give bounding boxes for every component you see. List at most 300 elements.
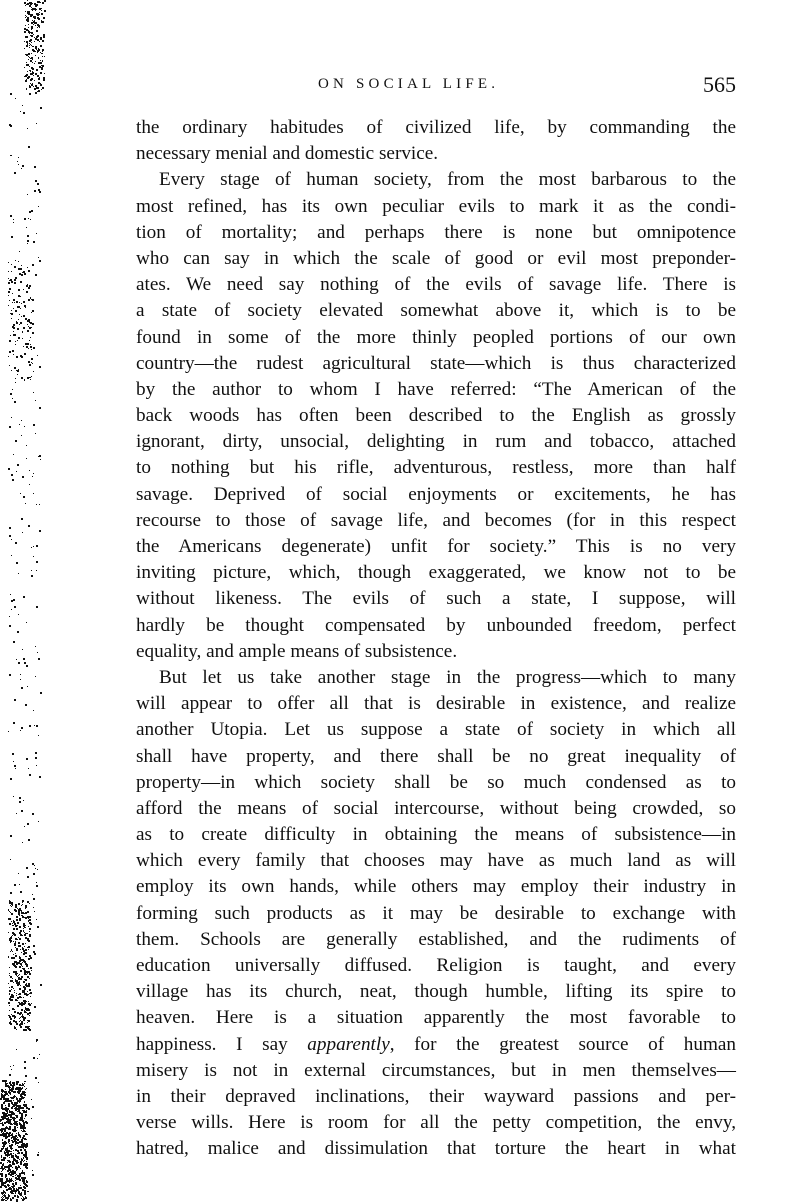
scan-speck [22,165,24,167]
scan-speck [34,3,35,4]
scan-speck [11,1155,12,1156]
scan-speck [22,338,23,339]
scan-speck [14,909,16,911]
scan-speck [17,340,18,341]
scan-speck [30,32,31,33]
scan-speck [23,1110,25,1112]
scan-speck [21,435,22,436]
scan-speck [29,774,31,776]
scan-speck [23,1198,25,1200]
scan-speck [20,322,22,324]
scan-speck [17,997,19,999]
scan-speck [28,76,30,78]
scan-speck [20,978,22,980]
text-line-with-italic [136,1032,736,1058]
scan-speck [8,983,9,984]
scan-speck [22,1170,23,1171]
scan-speck [32,813,34,815]
scan-speck [8,1117,9,1118]
scan-speck [26,1012,27,1013]
scan-speck [25,75,27,77]
scan-speck [22,649,23,650]
scan-speck [37,39,39,41]
scan-speck [31,970,32,971]
scan-speck [8,295,9,296]
scan-speck [14,367,16,369]
scan-speck [13,454,14,455]
scan-speck [40,72,42,74]
paragraph-first-line: Every stage of human society, from the most barbarous to the [159,169,736,191]
text-line: hatred, malice and dissimulation that torture the heart in what [136,1138,736,1160]
scan-speck [16,919,18,921]
scan-speck [29,1004,31,1006]
scan-speck [27,324,28,325]
scan-speck [21,1093,22,1094]
scan-speck [17,631,19,633]
text-line: to nothing but his rifle, adventurous, restless, more than half [136,457,736,479]
scan-speck [28,30,29,31]
scan-speck [8,1180,10,1182]
scan-speck [11,313,13,315]
scan-speck [17,1099,18,1100]
scan-speck [25,1089,26,1090]
scan-speck [19,1135,21,1137]
scan-speck [22,105,23,106]
scan-speck [19,424,20,425]
scan-speck [26,952,27,953]
scan-speck [22,1179,24,1181]
scan-speck [24,1023,25,1024]
scan-speck [10,1116,12,1118]
scan-speck [4,1094,6,1096]
scan-speck [11,370,12,371]
scan-speck [14,1016,16,1018]
scan-speck [28,768,29,769]
scan-speck [18,903,20,905]
scan-speck [5,1177,6,1178]
scan-speck [9,1172,10,1173]
scan-speck [8,1095,9,1096]
scan-speck [36,725,38,727]
scan-speck [31,26,33,28]
scan-speck [32,59,33,60]
scan-speck [24,987,25,988]
scan-speck [17,1000,18,1001]
text-line: as to create difficulty in obtaining the means of subsistence—in [136,824,736,846]
scan-speck [26,88,27,89]
scan-speck [17,464,19,466]
scan-speck [32,310,34,312]
scan-speck [9,1015,10,1016]
scan-speck [25,1133,27,1135]
scan-speck [11,1102,13,1104]
scan-speck [13,941,14,942]
scan-speck [13,327,15,329]
scan-speck [40,459,41,460]
scan-speck [19,938,21,940]
scan-speck [31,547,32,548]
scan-speck [25,927,26,928]
scan-speck [36,561,38,563]
scan-speck [15,1102,17,1104]
scan-speck [1,1171,2,1172]
scan-speck [21,905,22,906]
scan-speck [29,725,31,727]
scan-speck [26,1163,28,1165]
scan-speck [17,973,18,974]
scan-speck [20,959,22,961]
scan-speck [8,1002,10,1004]
scan-speck [5,1169,6,1170]
scan-speck [29,93,31,95]
scan-speck [39,504,40,505]
scan-speck [17,1121,18,1122]
scan-speck [11,310,12,311]
scan-speck [9,923,11,925]
scan-speck [39,260,41,262]
scan-speck [13,997,14,998]
scan-speck [19,1123,20,1124]
scan-speck [21,265,22,266]
text-line: misery is not in external circumstances, but in men themselves— [136,1059,736,1081]
scan-speck [4,1092,5,1093]
scan-speck [25,25,26,26]
scan-speck [21,910,22,911]
scan-speck [21,355,22,356]
scan-speck [16,1142,17,1143]
scan-speck [26,758,28,760]
scan-speck [23,1017,25,1019]
scan-speck [30,344,31,345]
scan-speck [34,166,36,168]
scan-speck [29,946,30,947]
scan-speck [7,1184,9,1186]
scan-speck [24,353,26,355]
scan-speck [1,1128,2,1129]
scan-speck [7,1160,8,1161]
scan-speck [24,380,25,381]
scan-speck [27,235,29,237]
scan-speck [34,37,35,38]
scan-speck [18,662,20,664]
scan-binding-shadow [0,0,44,1200]
scan-speck [15,1166,17,1168]
scan-speck [37,17,39,19]
scan-speck [9,967,10,968]
scan-speck [25,1094,26,1095]
scan-speck [26,1154,27,1155]
scan-speck [36,765,37,766]
scan-speck [27,330,29,332]
scan-speck [34,1006,36,1008]
scan-speck [37,1058,38,1059]
scan-speck [29,1012,31,1014]
scan-speck [28,24,29,25]
scan-speck [8,271,9,272]
scan-speck [23,1135,25,1137]
scan-speck [24,31,26,33]
scan-speck [3,1096,4,1097]
scan-speck [34,88,36,90]
scan-speck [9,1100,11,1102]
page-number: 565 [703,72,736,97]
scan-speck [19,918,21,920]
scan-speck [22,1159,23,1160]
scan-speck [15,955,17,957]
scan-speck [25,949,27,951]
scan-speck [12,905,13,906]
scan-speck [11,155,12,156]
scan-speck [29,484,30,485]
scan-speck [24,950,25,951]
scan-speck [26,956,27,957]
scan-speck [23,112,25,114]
scan-speck [9,340,11,342]
scan-speck [29,973,31,975]
scan-speck [26,62,27,63]
scan-speck [33,898,35,900]
scan-speck [30,377,31,378]
scan-speck [12,963,14,965]
scan-speck [29,928,31,930]
scan-speck [34,17,36,19]
scan-speck [29,327,31,329]
scan-speck [36,1041,37,1042]
scan-speck [6,1200,7,1201]
scan-speck [43,66,44,67]
scan-speck [34,22,36,24]
scan-speck [38,90,40,92]
scan-speck [27,964,28,965]
scan-speck [23,1158,24,1159]
scan-speck [28,287,30,289]
scan-speck [36,606,38,608]
scan-speck [4,1182,5,1183]
scan-speck [32,1174,34,1176]
scan-speck [38,206,39,207]
scan-speck [14,699,16,701]
scan-speck [11,281,13,283]
scan-speck [33,241,35,243]
scan-speck [30,86,31,87]
scan-speck [21,316,22,317]
paragraph-first-line: But let us take another stage in the progress—which to many [159,666,736,688]
scan-speck [21,965,22,966]
scan-speck [31,84,33,86]
scan-speck [27,1134,28,1135]
scan-speck [6,1084,7,1085]
scan-speck [39,14,40,15]
scan-speck [40,38,41,39]
scan-speck [18,1092,20,1094]
scan-speck [9,1182,10,1183]
scan-speck [13,1164,14,1165]
scan-speck [13,599,15,601]
scan-speck [28,985,30,987]
scan-speck [18,937,19,938]
scan-speck [35,61,36,62]
scan-speck [24,826,25,827]
scan-speck [9,993,10,994]
scan-speck [37,1154,39,1156]
scan-speck [38,735,39,736]
scan-speck [32,83,33,84]
scan-speck [32,68,34,70]
scan-speck [19,1021,20,1022]
scan-speck [27,0,28,1]
scan-speck [11,1178,12,1179]
scan-speck [20,281,22,283]
scan-speck [11,902,13,904]
scan-speck [22,842,23,843]
scan-speck [21,1085,22,1086]
scan-speck [29,70,30,71]
scan-speck [39,366,41,368]
scan-speck [18,337,20,339]
scan-speck [19,926,21,928]
scan-speck [26,984,27,985]
scan-speck [32,1106,34,1108]
scan-speck [12,1180,13,1181]
scan-speck [9,527,11,529]
scan-speck [24,1104,25,1105]
scan-speck [34,865,35,866]
scan-speck [31,1099,32,1100]
scan-speck [23,1019,25,1021]
text-line: by the author to whom I have referred: “The American of the [136,378,736,400]
scan-speck [12,302,13,303]
scan-speck [35,73,37,75]
scan-speck [13,1193,14,1194]
scan-speck [29,919,31,921]
scan-speck [31,29,32,30]
scan-speck [22,904,23,905]
scan-speck [12,1167,13,1168]
scan-speck [15,941,16,942]
scan-speck [36,233,37,234]
scan-speck [25,1121,27,1123]
scan-speck [14,606,16,608]
scan-speck [11,539,12,540]
scan-speck [5,1192,6,1193]
scan-speck [11,977,12,978]
text-line: a state of society elevated somewhat above it, which is to be [136,300,736,322]
scan-speck [10,93,12,95]
scan-speck [17,1189,19,1191]
scan-speck [17,908,18,909]
scan-speck [26,285,28,287]
scan-speck [38,257,39,258]
scan-speck [32,476,33,477]
scan-speck [29,922,31,924]
scan-speck [27,973,28,974]
running-title: ON SOCIAL LIFE. [318,76,500,92]
scan-speck [21,1193,22,1194]
scan-speck [25,1114,27,1116]
scan-speck [9,911,10,912]
scan-speck [12,398,13,399]
scan-speck [28,839,30,841]
scan-speck [19,273,21,275]
scan-speck [8,909,9,910]
scan-speck [17,1087,19,1089]
scan-speck [29,941,30,942]
scan-speck [37,652,38,653]
scan-speck [13,995,14,996]
scan-speck [19,251,20,252]
scan-speck [35,868,36,869]
scan-speck [38,1082,39,1083]
scan-speck [11,1200,12,1201]
scan-speck [10,393,12,395]
scan-speck [7,1156,8,1157]
scan-speck [12,1190,14,1192]
scan-speck [25,704,27,706]
scan-speck [39,776,41,778]
scan-speck [11,906,12,907]
scan-speck [20,1149,22,1151]
running-head [136,72,736,100]
scan-speck [27,377,29,379]
scan-speck [35,25,36,26]
scan-speck [35,1077,37,1079]
scan-speck [21,687,23,689]
scan-speck [9,300,10,301]
scan-speck [28,1009,30,1011]
text-line: heaven. Here is a situation apparently the most favorable to [136,1007,736,1029]
scan-speck [37,52,38,53]
scan-speck [15,1180,16,1181]
scan-speck [13,1176,14,1177]
scan-speck [17,1156,19,1158]
scan-speck [14,279,16,281]
scan-speck [10,279,12,281]
scan-speck [7,1147,8,1148]
scan-speck [27,1020,28,1021]
scan-speck [26,965,28,967]
scan-speck [30,967,32,969]
scan-speck [27,976,29,978]
scan-speck [43,79,45,81]
scan-speck [36,36,38,38]
scan-speck [13,308,14,309]
scan-speck [9,1010,10,1011]
scan-speck [35,51,36,52]
scan-speck [31,78,33,80]
scan-speck [14,1011,16,1013]
scan-speck [26,974,27,975]
scan-speck [12,1000,13,1001]
scan-speck [40,52,41,53]
scan-speck [28,1001,29,1002]
scan-speck [30,957,32,959]
scan-speck [38,82,40,84]
scan-speck [24,1061,26,1063]
text-line: them. Schools are generally established, and the rudiments of [136,928,736,950]
scan-speck [39,191,41,193]
scan-speck [25,987,26,988]
scan-speck [33,473,34,474]
scan-speck [21,1013,22,1014]
scan-speck [33,556,34,557]
scan-speck [15,1021,17,1023]
scan-speck [12,350,14,352]
scan-speck [35,646,36,647]
scan-speck [10,942,11,943]
text-line: education universally diffused. Religion is taught, and every [136,955,736,976]
scan-speck [3,1144,5,1146]
text-line: who can say in which the scale of good or evil most preponder- [136,247,736,269]
